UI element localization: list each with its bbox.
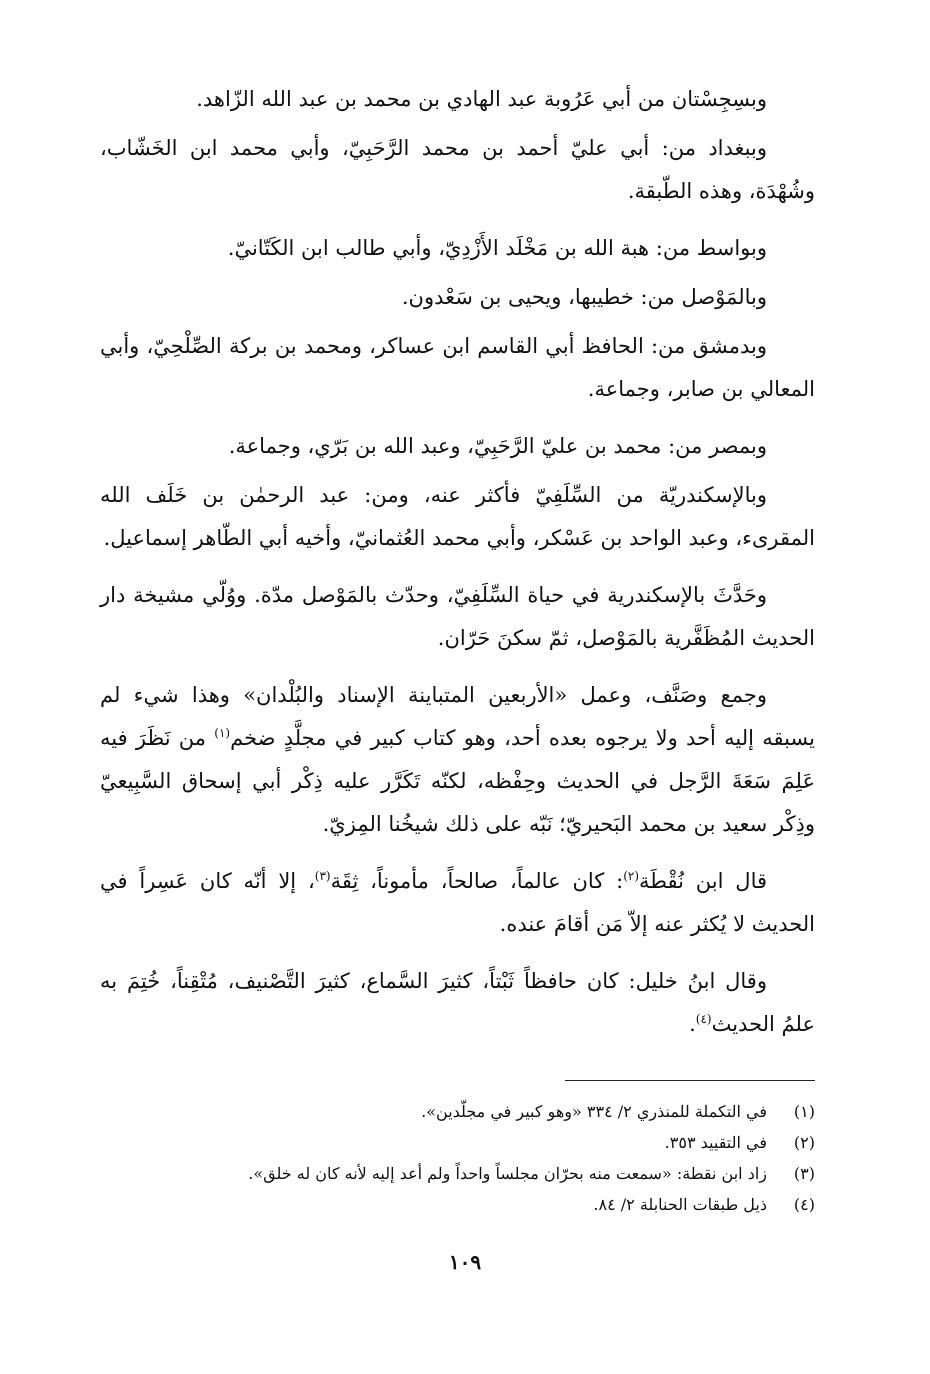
- footnote-4: [100, 1191, 815, 1218]
- footnotes: [100, 1098, 815, 1222]
- footnote-number: (٣): [793, 1164, 815, 1183]
- paragraph-ibn-nuqta-text-3: ، إلا أنّه كان عَسِراً في الحديث لا يُكثر عنه إلاّ مَن أقامَ عنده.: [100, 869, 815, 936]
- page-number: ١٠٩: [448, 1250, 482, 1274]
- main-text: [100, 78, 815, 1060]
- paragraph-compilation: [100, 674, 815, 846]
- paragraph-baghdad: وببغداد من: أبي عليّ أحمد بن محمد الرَّحَبِيّ، وأبي محمد ابن الخَشّاب، وشُهْدَة، وهذه الطّبقة.: [100, 136, 815, 203]
- footnote-ref-2[interactable]: (٢): [623, 869, 640, 883]
- footnote-text: في التكملة للمنذري ٢/ ٣٣٤ «وهو كبير في مجلّدين».: [421, 1102, 767, 1121]
- paragraph-wasit: وبواسط من: هبة الله بن مَخْلَد الأَزْدِيّ، وأبي طالب ابن الكَتّانيّ.: [227, 236, 767, 260]
- footnote-text: ذيل طبقات الحنابلة ٢/ ٨٤.: [593, 1195, 767, 1214]
- paragraph-compilation-text-1: وجمع وصَنَّف، وعمل «الأربعين المتباينة الإسناد والبُلْدان» وهذا شيء لم يسبقه إليه أحد ولا يرجوه بعده أحد، وهو كتاب كبير في مجلَّدٍ ضخم: [100, 683, 815, 750]
- paragraph-compilation-text-2: من نَظَرَ فيه عَلِمَ سَعَةَ الرَّجل في الحديث وحِفْظه، لكنّه تَكَرَّر عليه ذِكْر أبي إسحاق السَّبِيعيّ وذِكْر سعيد بن محمد البَحيريّ؛ نَبّه على ذلك شيخُنا المِزيّ.: [100, 726, 815, 836]
- paragraph-ibn-nuqta: [100, 860, 815, 946]
- paragraph-mosul: وبالمَوْصل من: خطيبها، ويحيى بن سَعْدون.: [401, 285, 767, 309]
- footnote-ref-3[interactable]: (٣): [314, 869, 331, 883]
- footnote-number: (٢): [793, 1133, 815, 1152]
- paragraph-egypt: وبمصر من: محمد بن عليّ الرَّحَبِيّ، وعبد الله بن بَرّي، وجماعة.: [228, 434, 767, 458]
- paragraph-ibn-khalil-text-1: وقال ابنُ خليل: كان حافظاً ثَبْتاً، كثيرَ السَّماع، كثيرَ التَّصْنيف، مُتْقِناً، خُتِمَ به علمُ الحديث: [100, 969, 815, 1036]
- footnote-separator: [565, 1080, 815, 1081]
- paragraph-ibn-khalil: [100, 960, 815, 1046]
- paragraph-ibn-nuqta-text-2: : كان عالماً، صالحاً، مأموناً، ثِقَة: [330, 869, 624, 893]
- paragraph-alexandria: وبالإسكندريّة من السِّلَفِيّ فأكثر عنه، ومن: عبد الرحمٰن بن خَلَف الله المقرىء، وعبد الواحد بن عَسْكر، وأبي محمد العُثمانيّ، وأخيه أبي الطّاهر إسماعيل.: [100, 483, 815, 550]
- footnote-ref-4[interactable]: (٤): [695, 1012, 712, 1026]
- paragraph-ibn-khalil-text-2: .: [689, 1012, 696, 1036]
- paragraph-hadith-teaching: وحَدَّثَ بالإسكندرية في حياة السِّلَفِيّ، وحدّث بالمَوْصل مدّة. ووُلّي مشيخة دار الحديث المُظَفَّرية بالمَوْصل، ثمّ سكنَ حَرّان.: [100, 583, 815, 650]
- footnote-1: [100, 1098, 815, 1125]
- paragraph-damascus: وبدمشق من: الحافظ أبي القاسم ابن عساكر، ومحمد بن بركة الصِّلْحِيّ، وأبي المعالي بن صابر، وجماعة.: [100, 334, 815, 401]
- footnote-ref-1[interactable]: (١): [214, 726, 231, 740]
- footnote-number: (١): [793, 1102, 815, 1121]
- footnote-text: زاد ابن نقطة: «سمعت منه بحرّان مجلساً واحداً ولم أعد إليه لأنه كان له خلق».: [248, 1164, 767, 1183]
- footnote-text: في التقييد ٣٥٣.: [664, 1133, 767, 1152]
- paragraph-ibn-nuqta-text-1: قال ابن نُقْطَة: [639, 869, 768, 893]
- footnote-2: [100, 1129, 815, 1156]
- footnote-number: (٤): [793, 1195, 815, 1214]
- footnote-3: [100, 1160, 815, 1187]
- paragraph-sijistan: وبسِجِسْتان من أبي عَرُوبة عبد الهادي بن محمد بن عبد الله الزّاهد.: [196, 87, 767, 111]
